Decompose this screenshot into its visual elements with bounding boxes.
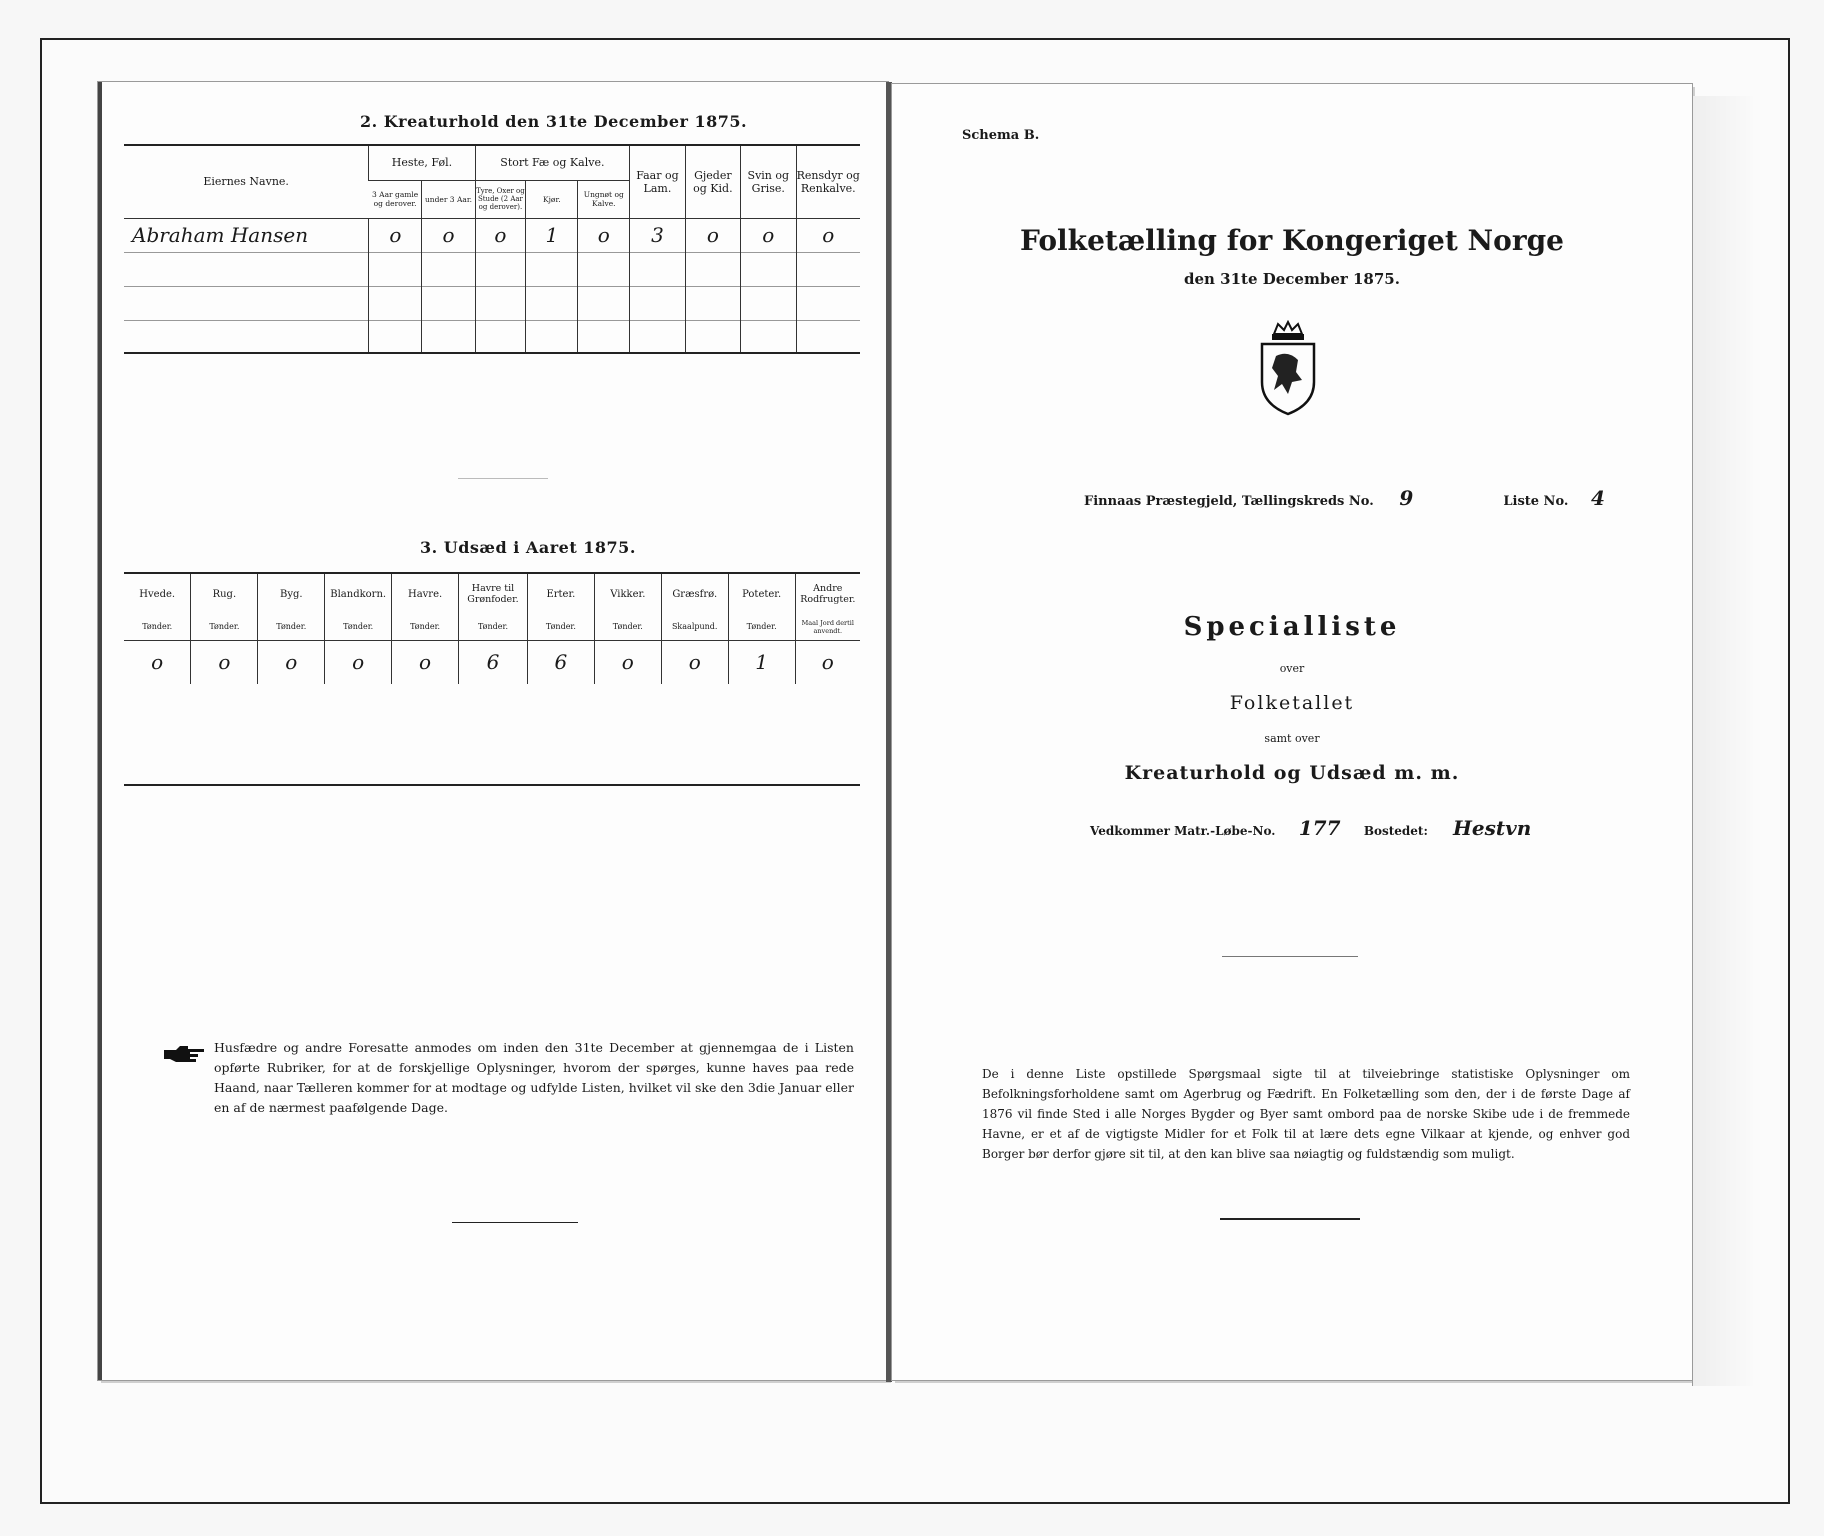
seed-unit: Tønder.	[191, 614, 258, 640]
seed-unit: Tønder.	[258, 614, 325, 640]
seed-unit: Tønder.	[459, 614, 528, 640]
end-rule	[452, 1222, 578, 1223]
seed-cell: o	[325, 640, 392, 684]
table-row	[124, 252, 860, 286]
seed-header: Hvede.	[139, 588, 176, 600]
seed-unit: Tønder.	[728, 614, 795, 640]
seed-cell: 1	[728, 640, 795, 684]
faar-header: Faar og Lam.	[630, 146, 685, 218]
seed-cell: o	[191, 640, 258, 684]
gjeder-header: Gjeder og Kid.	[685, 146, 740, 218]
seed-unit: Tønder.	[325, 614, 392, 640]
seed-header: Poteter.	[728, 574, 795, 614]
specialliste-heading: Specialliste	[1183, 612, 1401, 642]
seed-header: Havre til Grønfoder.	[459, 574, 528, 614]
over-text: over	[1279, 662, 1305, 675]
seed-unit: Maal Jord dertil anvendt.	[795, 614, 860, 640]
divider	[1222, 956, 1358, 957]
seed-cell: 6	[459, 640, 528, 684]
schema-label: Schema B.	[962, 128, 1040, 143]
seed-unit: Tønder.	[124, 614, 191, 640]
owner-header: Eiernes Navne.	[124, 146, 369, 218]
seed-header: Rug.	[191, 574, 258, 614]
sub-header-under3: under 3 Aar.	[422, 180, 475, 218]
livestock-cell: o	[422, 218, 475, 252]
seed-cell: o	[151, 650, 164, 675]
table-row	[124, 320, 860, 352]
seed-cell: o	[795, 640, 860, 684]
seed-header: Vikker.	[594, 574, 661, 614]
page-edge	[1692, 96, 1753, 1386]
end-rule	[1220, 1218, 1360, 1220]
right-page	[892, 84, 1692, 1380]
table-row	[124, 218, 860, 252]
census-date: den 31te December 1875.	[1184, 270, 1400, 288]
seed-header: Græsfrø.	[661, 574, 728, 614]
livestock-table	[124, 146, 860, 352]
left-page	[98, 82, 888, 1380]
list-number: 4	[1590, 486, 1605, 510]
seed-header: Blandkorn.	[325, 574, 392, 614]
district-number: 9	[1399, 486, 1414, 510]
matr-number: 177	[1298, 816, 1341, 840]
seed-table	[124, 574, 860, 684]
divider	[458, 478, 548, 479]
section2-title: 2. Kreaturhold den 31te December 1875.	[360, 112, 748, 131]
matr-label: Vedkommer Matr.-Løbe-No.	[1090, 824, 1276, 838]
livestock-cell: o	[741, 218, 796, 252]
seed-bottom-rule	[124, 784, 860, 786]
sub-header-3aar: 3 Aar gamle og derover.	[369, 180, 422, 218]
norway-coat-of-arms-icon	[1252, 320, 1324, 420]
parish-name: Finnaas	[1084, 494, 1142, 509]
bosted-label: Bostedet:	[1363, 824, 1428, 838]
livestock-cell: 1	[526, 218, 578, 252]
district-label: Tællingskreds No.	[1241, 494, 1374, 509]
seed-cell: o	[594, 640, 661, 684]
owner-name: Abraham Hansen	[132, 223, 309, 247]
livestock-cell: o	[369, 218, 422, 252]
seed-unit: Tønder.	[392, 614, 459, 640]
seed-header: Erter.	[527, 574, 594, 614]
bosted-value: Hestvn	[1452, 816, 1532, 840]
table-row	[124, 640, 860, 684]
pointing-hand-icon	[162, 1042, 208, 1070]
kreaturhold-heading: Kreaturhold og Udsæd m. m.	[1124, 762, 1460, 784]
folketallet-heading: Folketallet	[1229, 692, 1355, 714]
seed-header: Andre Rodfrugter.	[795, 574, 860, 614]
livestock-cell: o	[578, 218, 630, 252]
seed-cell: 6	[527, 640, 594, 684]
table-row	[124, 286, 860, 320]
section3-title: 3. Udsæd i Aaret 1875.	[420, 538, 636, 557]
list-label: Liste No.	[1503, 494, 1569, 509]
seed-unit: Skaalpund.	[661, 614, 728, 640]
sub-header-kjor: Kjør.	[526, 180, 578, 218]
stort-fae-header: Stort Fæ og Kalve.	[475, 146, 630, 180]
livestock-cell: o	[685, 218, 740, 252]
seed-cell: o	[661, 640, 728, 684]
notice-text: Husfædre og andre Foresatte anmodes om inden den 31te December at gjennemgaa de i Listen opførte Rubriker, for at de forskjellige Oplysninger, hvorom der spørges, kunne haves paa rede Haand, naar Tælleren kommer for at modtage og udfylde Listen, hvilket vil ske den 3die Januar eller en af de nærmest paafølgende Dage.	[214, 1040, 854, 1115]
location-line	[1084, 486, 1623, 510]
seed-header: Byg.	[258, 574, 325, 614]
livestock-cell: o	[796, 218, 860, 252]
matr-line	[1090, 816, 1552, 840]
svin-header: Svin og Grise.	[741, 146, 796, 218]
main-title: Folketælling for Kongeriget Norge	[1020, 224, 1564, 257]
seed-cell: o	[258, 640, 325, 684]
parish-label: Præstegjeld,	[1145, 494, 1238, 509]
seed-cell: o	[392, 640, 459, 684]
seed-unit: Tønder.	[527, 614, 594, 640]
livestock-cell: 3	[630, 218, 685, 252]
sub-header-ungnot: Ungnøt og Kalve.	[578, 180, 630, 218]
heste-header: Heste, Føl.	[369, 146, 475, 180]
rensdyr-header: Rensdyr og Renkalve.	[796, 146, 860, 218]
seed-unit: Tønder.	[594, 614, 661, 640]
sub-header-tyre: Tyre, Oxer og Stude (2 Aar og derover).	[475, 180, 526, 218]
samt-over-text: samt over	[1264, 732, 1320, 745]
info-paragraph: De i denne Liste opstillede Spørgsmaal sigte til at tilveiebringe statistiske Oplysninger om Befolkningsforholdene samt om Agerbrug og Fædrift. En Folketælling som den, der i de første Dage af 1876 vil finde Sted i alle Norges Bygder og Byer samt ombord paa de norske Skibe ude i de fremmede Havne, er et af de vigtigste Midler for et Folk til at lære dets egne Vilkaar at kjende, og enhver god Borger bør derfor gjøre sit til, at den kan blive saa nøiagtig og fuldstændig som muligt.	[982, 1067, 1630, 1161]
table-bottom-rule	[124, 352, 860, 354]
seed-header: Havre.	[392, 574, 459, 614]
livestock-cell: o	[475, 218, 526, 252]
